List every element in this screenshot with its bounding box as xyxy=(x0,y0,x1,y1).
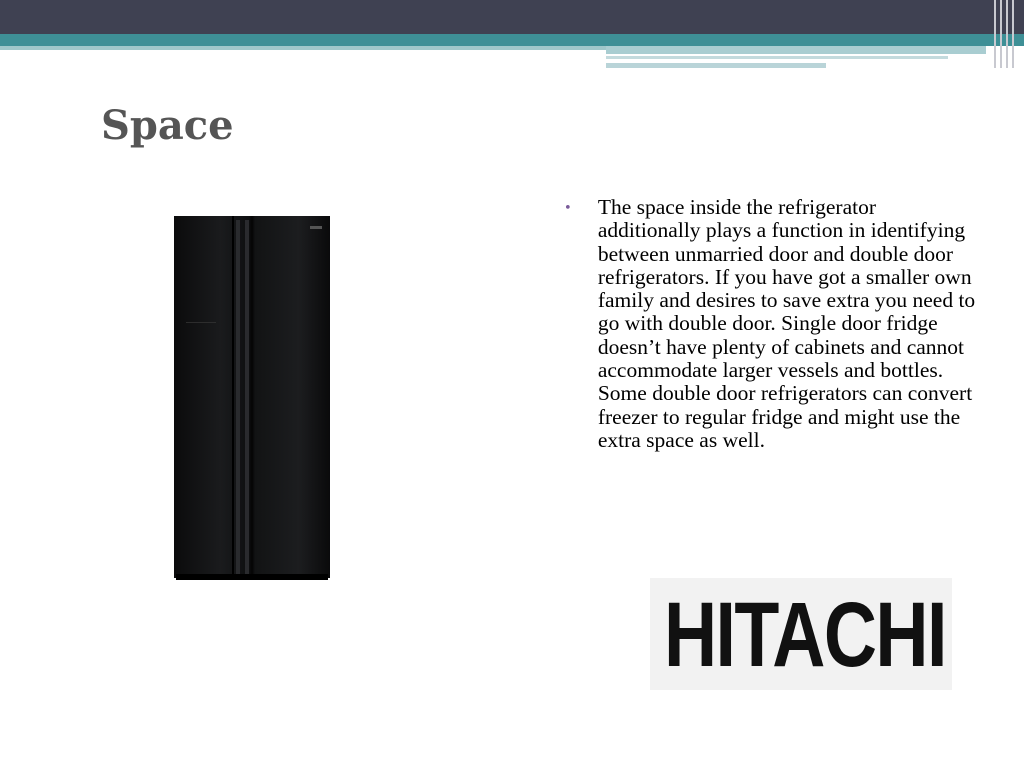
bullet-icon: • xyxy=(564,201,572,216)
header-stripe xyxy=(1000,0,1002,68)
fridge-badge xyxy=(310,226,322,229)
hitachi-logo-text: HITACHI xyxy=(664,584,946,686)
fridge-handle-left xyxy=(236,220,240,575)
header-band-dark xyxy=(0,0,1024,34)
header-band-teal xyxy=(0,34,1024,46)
header-stripe xyxy=(994,0,996,68)
header-stripe xyxy=(1012,0,1014,68)
header-band-step xyxy=(606,46,986,54)
fridge-body xyxy=(174,216,330,578)
bullet-item xyxy=(564,196,984,452)
header-line-2 xyxy=(606,63,826,68)
header-stripe xyxy=(1006,0,1008,68)
fridge-display-panel xyxy=(186,322,216,333)
bullet-text: The space inside the refrigerator additionally plays a function in identifying between unmarried door and double door refrigerators. If you have got a smaller own family and desires to save extra you need to go with double door. Single door fridge doesn’t have plenty of cabinets and cannot accommodate larger vessels and bottles. Some double door refrigerators can convert freezer to regular fridge and might use the extra space as well. xyxy=(597,195,976,452)
slide-title: Space xyxy=(101,102,234,149)
header-band-teal-light xyxy=(0,46,606,50)
fridge-door-gap xyxy=(232,216,234,578)
fridge-base xyxy=(176,574,328,580)
fridge-handle-right xyxy=(245,220,249,575)
bullet-list xyxy=(564,196,984,452)
header-line-1 xyxy=(606,56,948,59)
